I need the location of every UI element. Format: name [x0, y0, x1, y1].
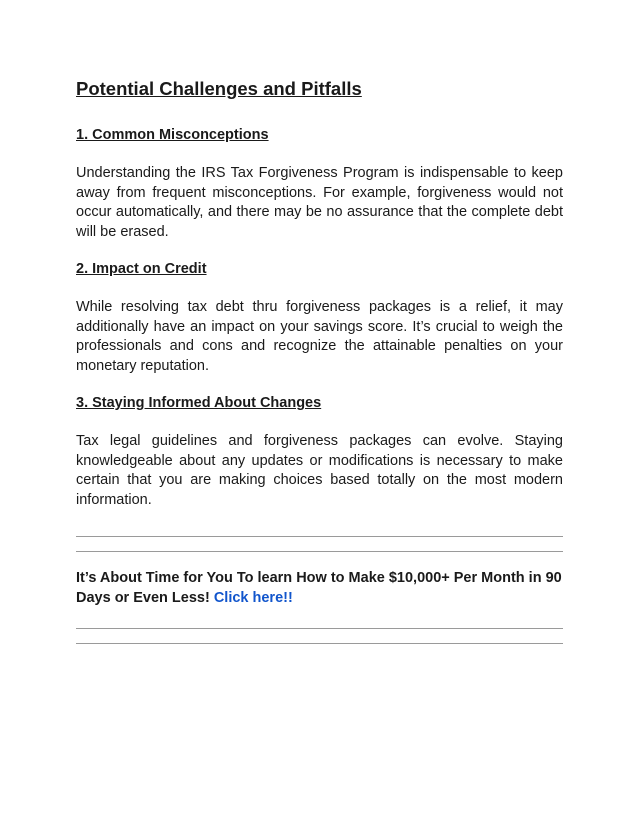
divider-line: [76, 536, 563, 537]
section-misconceptions: [76, 126, 563, 242]
section-heading: 2. Impact on Credit: [76, 261, 207, 277]
promo-text: It’s About Time for You To learn How to Make $10,000+ Per Month in 90 Days or Even Less!: [76, 570, 562, 606]
divider-line: [76, 643, 563, 644]
section-heading: 1. Common Misconceptions: [76, 127, 269, 143]
divider-group-top: [76, 536, 563, 552]
section-staying-informed: [76, 394, 563, 510]
section-impact-on-credit: [76, 260, 563, 376]
section-paragraph: Tax legal guidelines and forgiveness packages can evolve. Staying knowledgeable about any updates or modifications is necessary to make certain that you are making choices based totally on the most modern information.: [76, 433, 563, 508]
divider-line: [76, 628, 563, 629]
section-paragraph: Understanding the IRS Tax Forgiveness Program is indispensable to keep away from frequent misconceptions. For example, forgiveness would not occur automatically, and there may be no assurance that the complete debt will be erased.: [76, 165, 563, 240]
section-paragraph: While resolving tax debt thru forgiveness packages is a relief, it may additionally have an impact on your savings score. It’s crucial to weigh the professionals and cons and recognize the attainable penalties on your monetary reputation.: [76, 299, 563, 374]
divider-line: [76, 551, 563, 552]
divider-group-bottom: [76, 628, 563, 644]
section-heading: 3. Staying Informed About Changes: [76, 395, 322, 411]
page-title: Potential Challenges and Pitfalls: [76, 78, 362, 99]
document-page: [76, 78, 563, 644]
promo-callout: [76, 568, 563, 608]
click-here-link[interactable]: Click here!!: [213, 590, 293, 606]
